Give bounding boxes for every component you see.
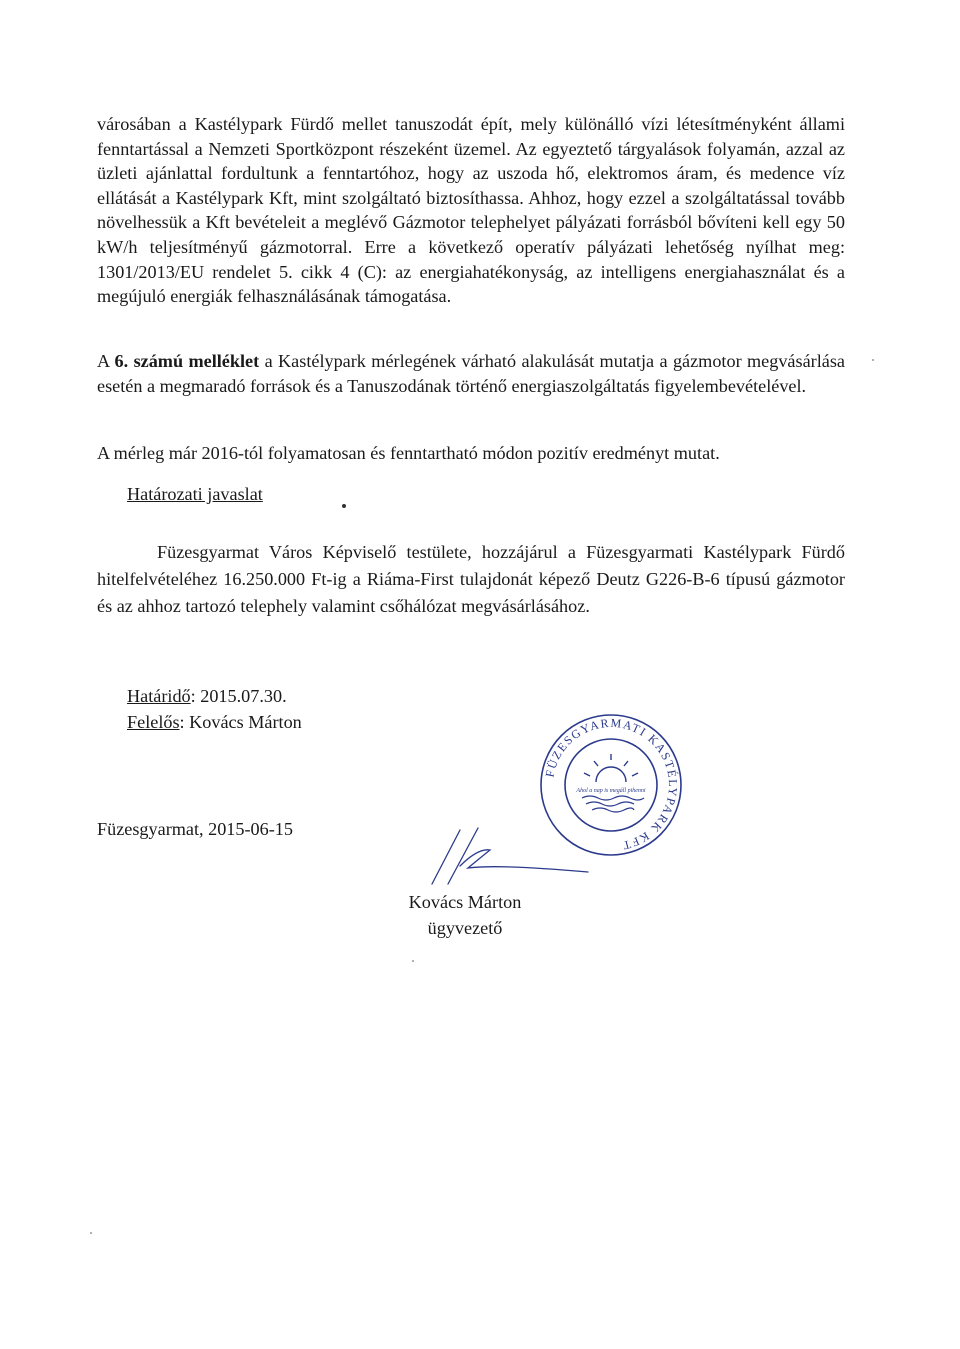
handwritten-signature xyxy=(420,822,600,892)
scan-speck xyxy=(872,359,874,361)
resolution-text: Füzesgyarmat Város Képviselő testülete, hozzájárul a Füzesgyarmati Kastélypark Fürdő hitelfelvételéhez 16.250.000 Ft-ig a Riáma-First tulajdonát képező Deutz G226-B-6 típusú gázmotor és az ahhoz tartozó telephely valamint csőhálózat megvásárlásához. xyxy=(97,542,845,616)
body-paragraph-3: A mérleg már 2016-tól folyamatosan és fenntartható módon pozitív eredményt mutat. xyxy=(97,443,720,463)
deadline-line xyxy=(127,683,287,709)
body-paragraph-1: városában a Kastélypark Fürdő mellet tanuszodát épít, mely különálló vízi létesítményként állami fenntartással a Nemzeti Sportközpont részeként üzemel. Az egyeztető tárgyalások folyamán, azzal az üzleti ajánlattal fordultunk a fenntartóhoz, hogy az uszoda hő, elektromos áram, és medence víz ellátását a Kastélypark Kft, mint szolgáltató biztosíthassa. Ahhoz, hogy ezzel a szolgáltatással tovább növelhessük a Kft bevételeit a meglévő Gázmotor telephelyet pályázati forrásból bővíteni kell egy 50 kW/h teljesítményű gázmotorral. Erre a következő operatív pályázati lehetőség nyílhat meg: 1301/2013/EU rendelet 5. cikk 4 (C): az energiahatékonyság, az intelligens energiahasználat és a megújuló energiák felhasználásának támogatása. xyxy=(97,114,845,307)
paragraph-2-prefix: A xyxy=(97,351,115,371)
responsible-label: Felelős xyxy=(127,712,180,732)
scan-speck xyxy=(90,1232,92,1234)
body-paragraph-2 xyxy=(97,349,845,398)
signer-block xyxy=(395,889,535,941)
sun-icon xyxy=(584,754,638,782)
scan-speck xyxy=(412,960,414,962)
stamp-ring-textpath: FÜZESGYARMATI KASTÉLYPARK KFT xyxy=(542,715,681,853)
resolution-heading: Határozati javaslat xyxy=(127,484,263,504)
deadline-value: : 2015.07.30. xyxy=(190,686,287,706)
deadline-label: Határidő xyxy=(127,686,191,706)
responsible-value: : Kovács Márton xyxy=(179,712,302,732)
place-and-date: Füzesgyarmat, 2015-06-15 xyxy=(97,819,293,839)
paragraph-2-suffix: a Kastélypark mérlegének várható alakulását mutatja a gázmotor megvásárlása esetén a megmaradó források és a Tanuszodának történő energiaszolgáltatás figyelembevételével. xyxy=(97,351,845,396)
annex-reference: 6. számú melléklet xyxy=(114,351,260,371)
signer-title: ügyvezető xyxy=(427,918,503,938)
responsible-line xyxy=(127,709,302,735)
water-waves-icon xyxy=(582,796,644,812)
signer-name: Kovács Márton xyxy=(408,892,522,912)
stamp-motto: Ahol a nap is megáll pihenni xyxy=(576,788,646,794)
ink-dot xyxy=(342,504,346,508)
